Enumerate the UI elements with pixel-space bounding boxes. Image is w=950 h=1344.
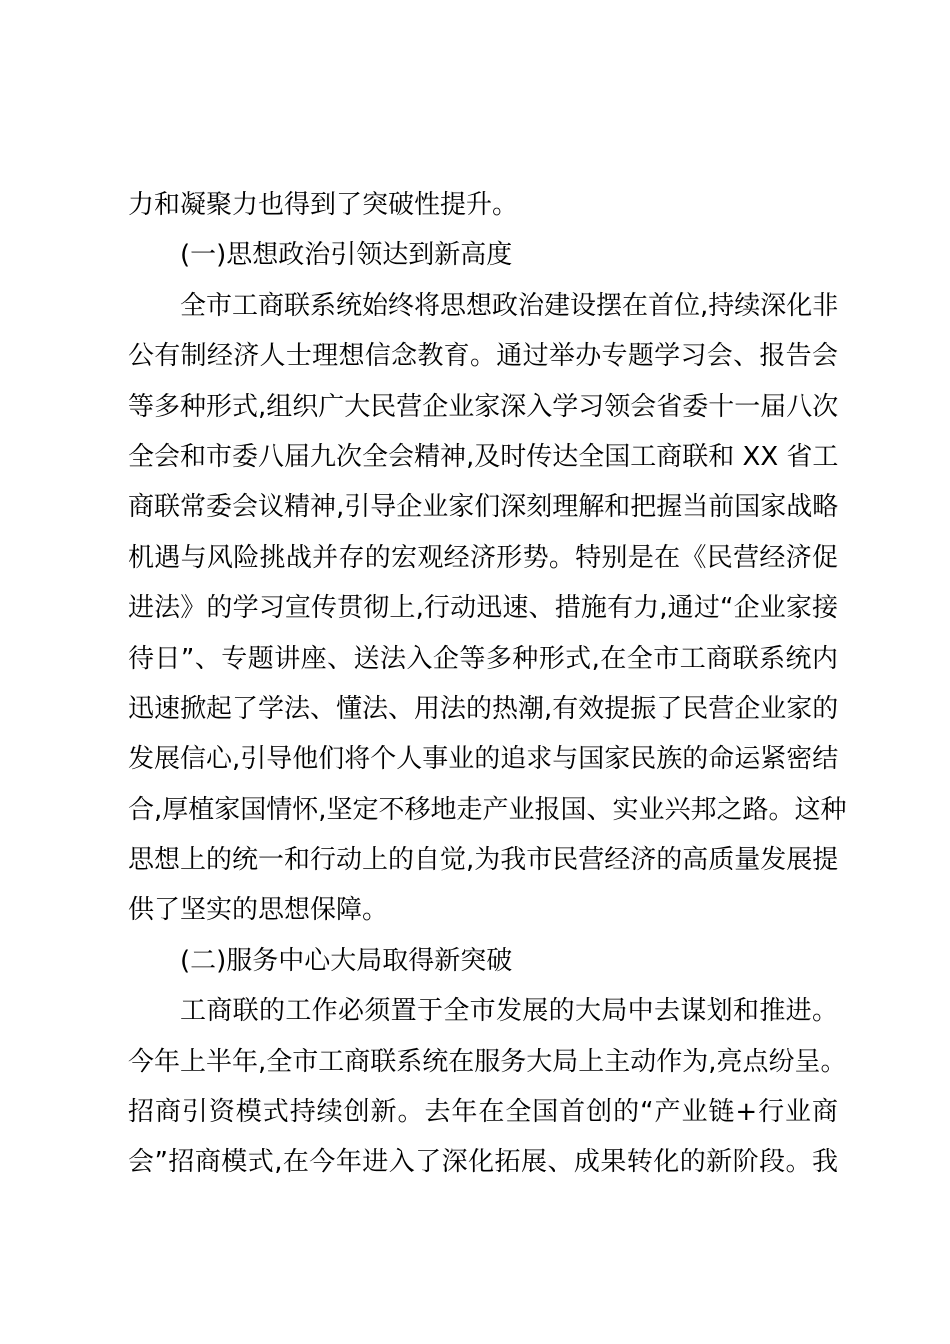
paragraph-line: 迅速掀起了学法、懂法、用法的热潮,有效提振了民营企业家的: [128, 693, 839, 724]
paragraph-line: 待日”、专题讲座、送法入企等多种形式,在全市工商联系统内: [128, 643, 838, 674]
paragraph-line: 机遇与风险挑战并存的宏观经济形势。特别是在《民营经济促: [128, 542, 838, 573]
paragraph-line: 等多种形式,组织广大民营企业家深入学习领会省委十一届八次: [128, 391, 839, 422]
section-heading: (二)服务中心大局取得新突破: [180, 945, 513, 976]
body-text: [128, 180, 847, 1188]
paragraph-line: 会”招商模式,在今年进入了深化拓展、成果转化的新阶段。我: [128, 1147, 838, 1178]
paragraph-line: 今年上半年,全市工商联系统在服务大局上主动作为,亮点纷呈。: [128, 1046, 847, 1077]
paragraph-line: 发展信心,引导他们将个人事业的追求与国家民族的命运紧密结: [128, 744, 839, 775]
paragraph-line: 工商联的工作必须置于全市发展的大局中去谋划和推进。: [180, 996, 838, 1027]
paragraph-line: 公有制经济人士理想信念教育。通过举办专题学习会、报告会: [128, 341, 838, 372]
paragraph-line: 商联常委会议精神,引导企业家们深刻理解和把握当前国家战略: [128, 492, 839, 523]
paragraph-line: 合,厚植家国情怀,坚定不移地走产业报国、实业兴邦之路。这种: [128, 794, 847, 825]
paragraph-line: 力和凝聚力也得到了突破性提升。: [128, 190, 519, 220]
paragraph-line: 全市工商联系统始终将思想政治建设摆在首位,持续深化非: [180, 290, 839, 321]
paragraph-line: 招商引资模式持续创新。去年在全国首创的“产业链+行业商: [128, 1097, 838, 1128]
paragraph-line: 供了坚实的思想保障。: [128, 895, 389, 926]
section-heading: (一)思想政治引领达到新高度: [180, 240, 513, 271]
paragraph-line: 全会和市委八届九次全会精神,及时传达全国工商联和 XX 省工: [128, 441, 839, 472]
paragraph-line: 思想上的统一和行动上的自觉,为我市民营经济的高质量发展提: [128, 845, 839, 876]
paragraph-line: 进法》的学习宣传贯彻上,行动迅速、措施有力,通过“企业家接: [128, 593, 838, 624]
